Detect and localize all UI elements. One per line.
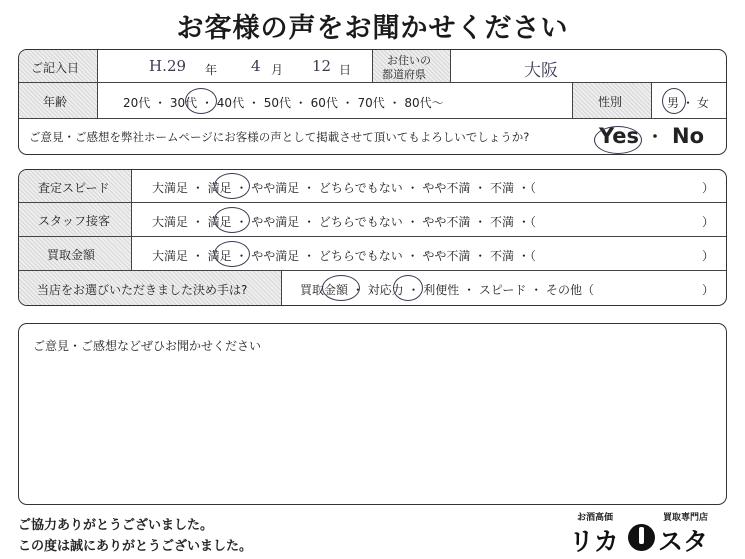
staff-options: 大満足 ・ 満足 ・ やや満足 ・ どちらでもない ・ やや不満 ・ 不満 ・（ <box>152 215 536 229</box>
consent-selected-mark <box>594 126 642 154</box>
decision-selected-mark-price <box>322 275 360 301</box>
age-label-cell <box>19 83 98 118</box>
decision-label-cell <box>19 271 282 305</box>
staff-label: スタッフ接客 <box>38 214 111 228</box>
bottle-icon <box>628 524 655 551</box>
survey-box <box>18 169 727 306</box>
date-year-unit: 年 <box>205 63 218 77</box>
store-logo <box>565 510 735 556</box>
speed-label: 査定スピード <box>38 181 110 195</box>
prefecture-label-cell <box>372 50 451 82</box>
gender-label-cell <box>572 83 652 118</box>
decision-options: 買取金額 ・ 対応力 ・ 利便性 ・ スピード ・ その他（ <box>300 283 595 297</box>
date-year-value: 29 <box>167 57 187 75</box>
logo-tagline-left: お酒高価 <box>577 513 614 523</box>
decision-label: 当店をお選びいただきました決め手は? <box>37 283 248 297</box>
price-selected-mark <box>214 241 250 267</box>
row-divider <box>19 118 726 119</box>
gender-options: 男・女 <box>667 96 713 110</box>
date-day-value: 12 <box>312 57 332 75</box>
price-label-cell <box>19 237 132 270</box>
date-label-cell <box>19 50 98 82</box>
logo-text-left: リカ <box>569 527 619 556</box>
publish-consent-question: ご意見・ご感想を弊社ホームページにお客様の声として掲載させて頂いてもよろしいでしょうか? <box>29 130 530 144</box>
date-month-unit: 月 <box>271 63 284 77</box>
staff-selected-mark <box>214 207 250 233</box>
consent-no: No <box>672 124 705 148</box>
speed-options: 大満足 ・ 満足 ・ やや満足 ・ どちらでもない ・ やや不満 ・ 不満 ・（ <box>152 181 536 195</box>
speed-label-cell <box>19 170 132 202</box>
price-options: 大満足 ・ 満足 ・ やや満足 ・ どちらでもない ・ やや不満 ・ 不満 ・（ <box>152 249 536 263</box>
logo-text-right: スタ <box>658 527 709 556</box>
footer-thanks-line1: ご協力ありがとうございました。 <box>18 518 214 533</box>
prefecture-label-line2: 都道府県 <box>382 68 426 81</box>
comments-box <box>18 323 727 505</box>
date-day-unit: 日 <box>339 63 352 77</box>
customer-info-box <box>18 49 727 155</box>
staff-label-cell <box>19 203 132 236</box>
staff-close-paren: ） <box>702 215 715 229</box>
date-era: H. <box>149 57 167 75</box>
age-selected-mark <box>185 88 217 114</box>
gender-label: 性別 <box>598 95 623 109</box>
consent-dot: ・ <box>647 127 664 146</box>
comments-area <box>31 358 713 496</box>
gender-selected-mark <box>662 88 686 114</box>
consent-yes: Yes <box>599 124 640 148</box>
price-close-paren: ） <box>702 249 715 263</box>
prefecture-value: 大阪 <box>524 61 558 81</box>
comments-label: ご意見・ご感想などぜひお聞かせください <box>33 339 262 353</box>
footer-thanks-line2: この度は誠にありがとうございました。 <box>18 539 253 554</box>
decision-selected-mark-service <box>393 275 423 301</box>
decision-close-paren: ） <box>702 283 715 297</box>
prefecture-label-line1: お住いの <box>387 54 431 67</box>
form-title: お客様の声をお聞かせください <box>176 13 569 44</box>
date-month-value: 4 <box>251 57 261 75</box>
age-options: 20代 ・ 30代 ・ 40代 ・ 50代 ・ 60代 ・ 70代 ・ 80代〜 <box>123 96 444 110</box>
speed-selected-mark <box>214 173 250 199</box>
date-label: ご記入日 <box>31 61 80 75</box>
speed-close-paren: ） <box>702 181 715 195</box>
price-label: 買取金額 <box>47 248 96 262</box>
age-label: 年齢 <box>43 95 68 109</box>
logo-tagline-right: 買取専門店 <box>663 513 709 523</box>
